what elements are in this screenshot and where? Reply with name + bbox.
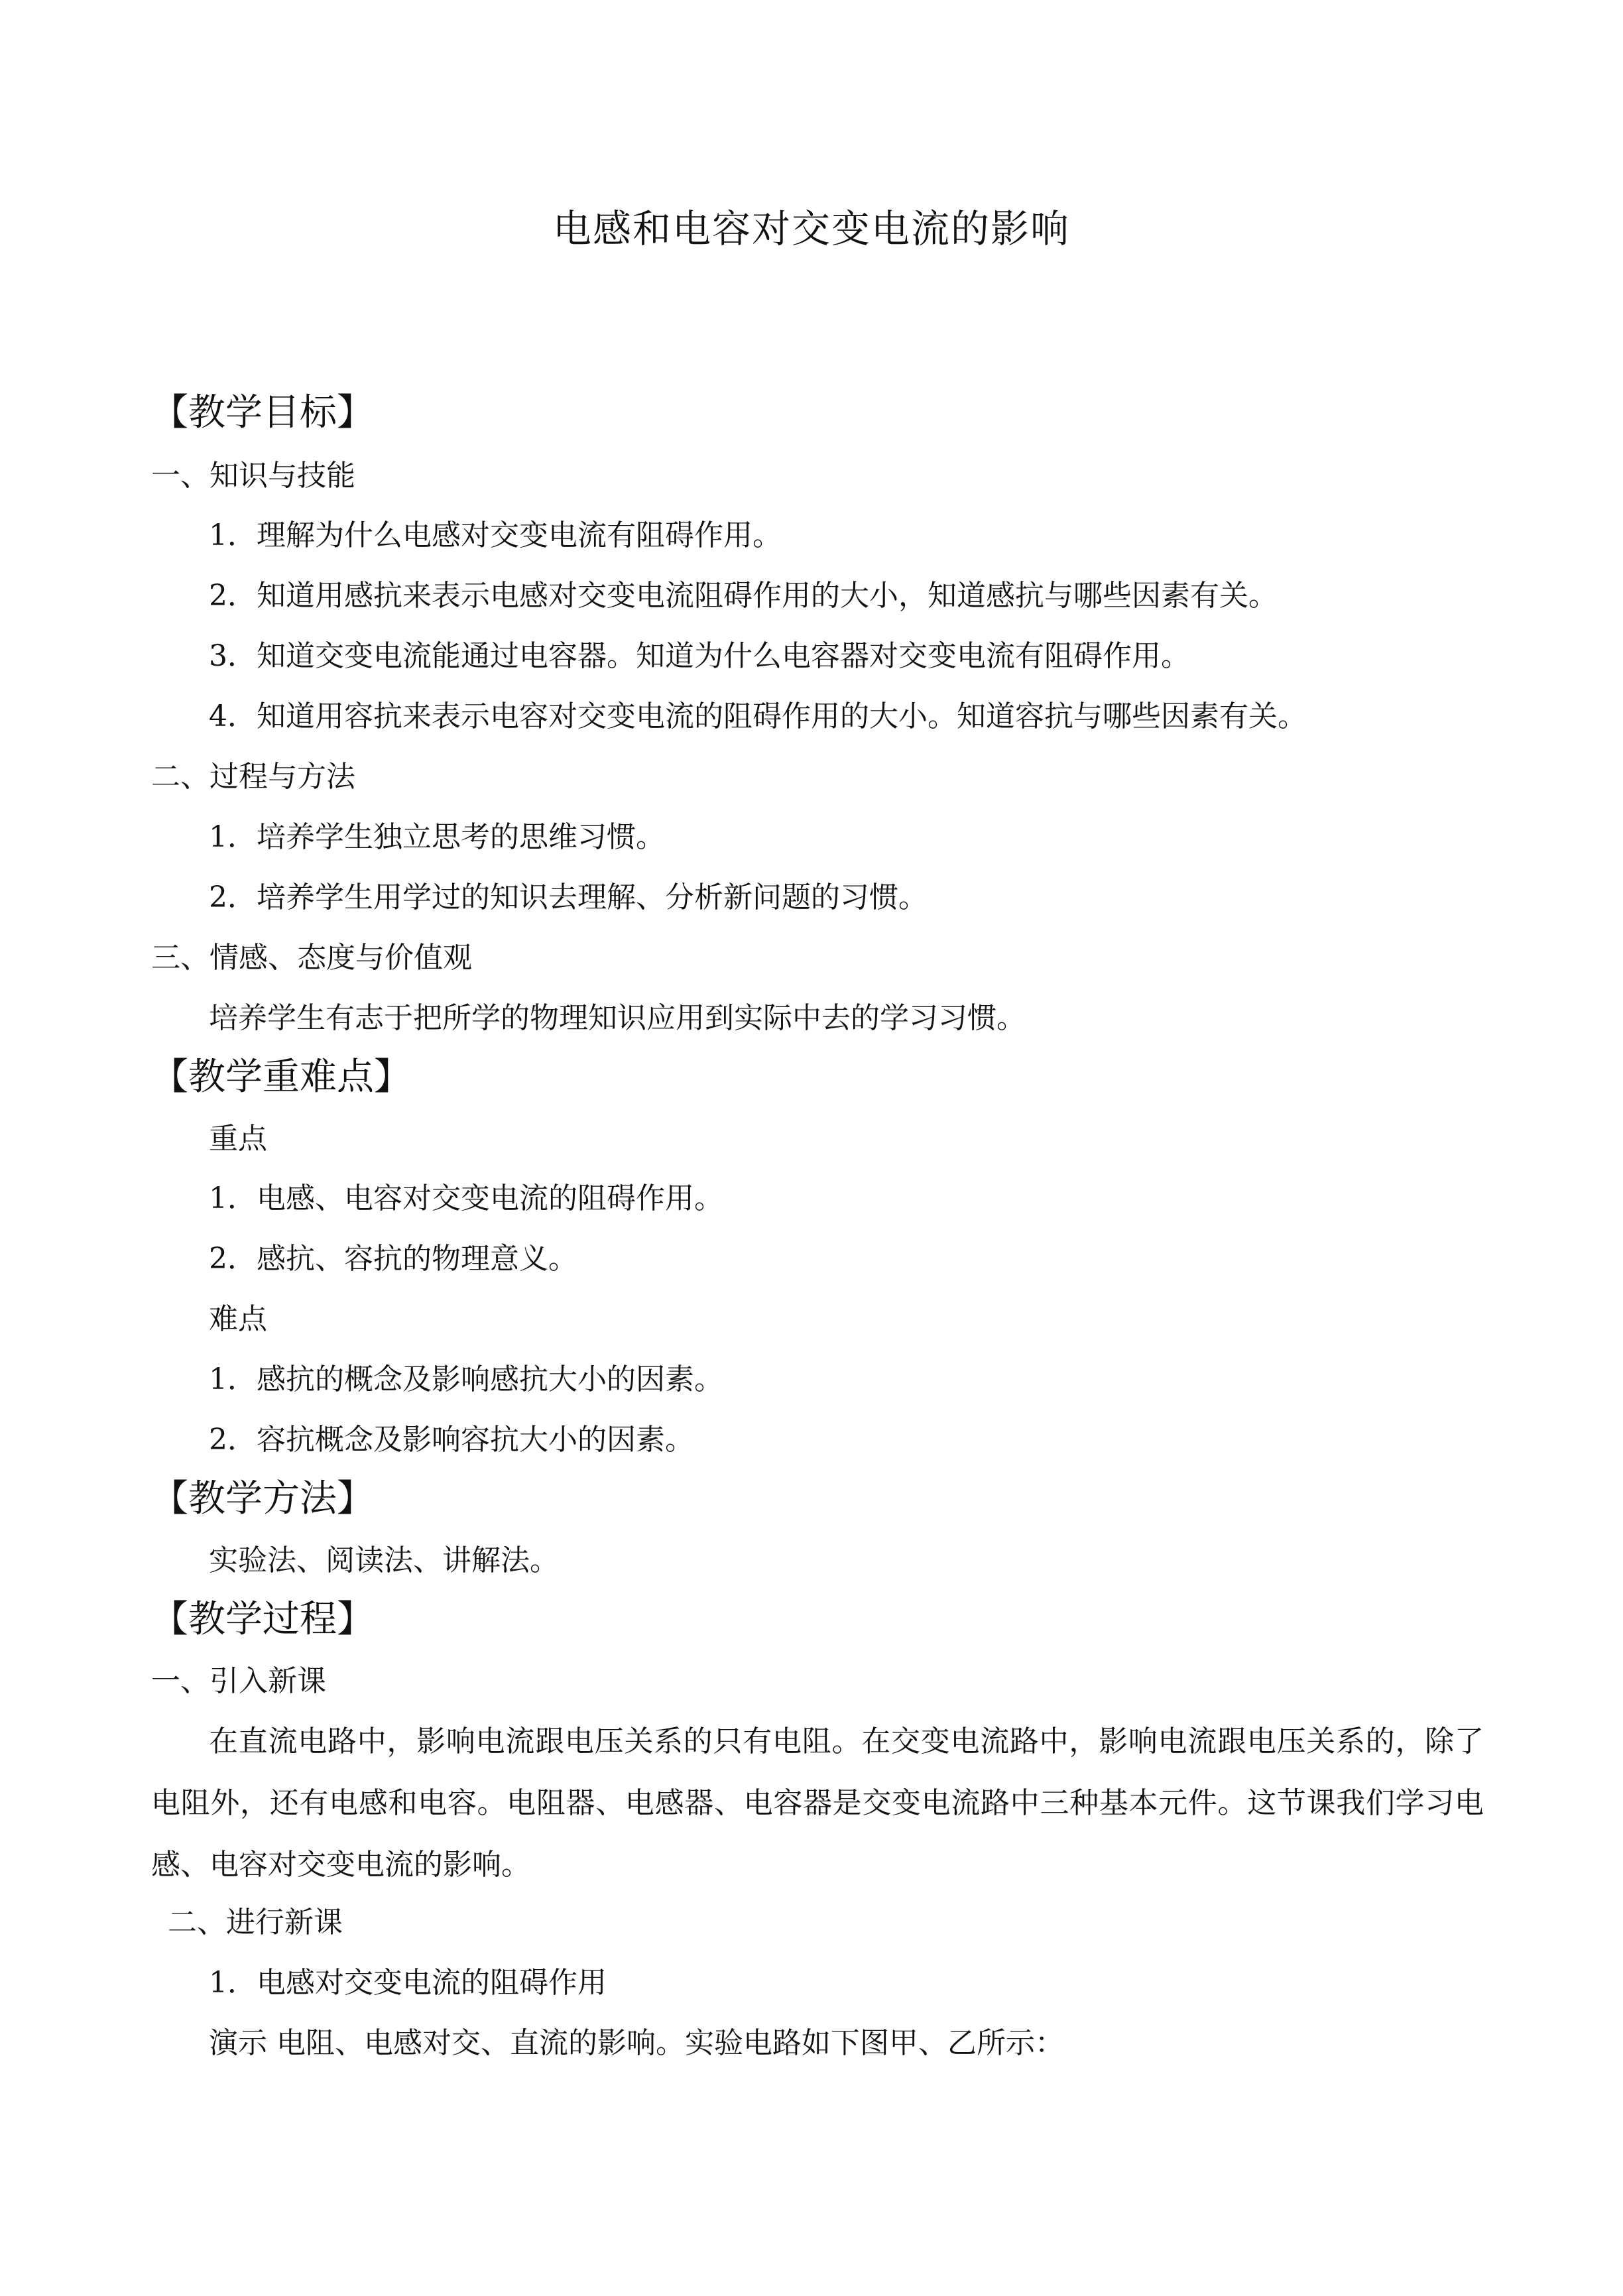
difficult-label: 难点	[209, 1302, 267, 1336]
key-label: 重点	[209, 1122, 267, 1156]
paragraph: 实验法、阅读法、讲解法。	[209, 1543, 559, 1577]
list-item: 2．培养学生用学过的知识去理解、分析新问题的习惯。	[209, 880, 928, 914]
list-item: 1．电感、电容对交变电流的阻碍作用。	[209, 1181, 723, 1215]
paragraph-intro: 在直流电路中，影响电流跟电压关系的只有电阻。在交变电流路中，影响电流跟电压关系的，除了电阻外，还有电感和电容。电阻器、电感器、电容器是交变电流路中三种基本元件。这节课我们学习电感、电容对交变电流的影响。	[151, 1724, 1484, 1882]
section-heading-methods: 【教学方法】	[151, 1477, 374, 1520]
section-heading-objectives: 【教学目标】	[151, 391, 374, 434]
list-item: 2．感抗、容抗的物理意义。	[209, 1242, 577, 1276]
sub-heading: 1．电感对交变电流的阻碍作用	[209, 1966, 607, 2000]
list-item: 2．容抗概念及影响容抗大小的因素。	[209, 1423, 694, 1457]
paragraph: 培养学生有志于把所学的物理知识应用到实际中去的学习习惯。	[209, 1001, 1026, 1035]
list-item: 2．知道用感抗来表示电感对交变电流阻碍作用的大小，知道感抗与哪些因素有关。	[209, 579, 1278, 613]
paragraph-demo: 演示 电阻、电感对交、直流的影响。实验电路如下图甲、乙所示：	[209, 2026, 1064, 2060]
section-heading-process: 【教学过程】	[151, 1598, 374, 1641]
subsection-heading-emotion: 三、情感、态度与价值观	[151, 941, 472, 975]
list-item: 1．培养学生独立思考的思维习惯。	[209, 820, 665, 854]
section-heading-key-points: 【教学重难点】	[151, 1056, 411, 1099]
subsection-heading-new-lesson: 二、进行新课	[168, 1905, 343, 1939]
list-item: 4．知道用容抗来表示电容对交变电流的阻碍作用的大小。知道容抗与哪些因素有关。	[209, 699, 1307, 733]
subsection-heading-intro: 一、引入新课	[151, 1664, 326, 1698]
list-item: 1．理解为什么电感对交变电流有阻碍作用。	[209, 518, 782, 552]
page-title: 电感和电容对交变电流的影响	[552, 206, 1070, 251]
subsection-heading-process: 二、过程与方法	[151, 760, 355, 794]
list-item: 1．感抗的概念及影响感抗大小的因素。	[209, 1362, 723, 1396]
list-item: 3．知道交变电流能通过电容器。知道为什么电容器对交变电流有阻碍作用。	[209, 639, 1190, 673]
subsection-heading-knowledge: 一、知识与技能	[151, 459, 355, 493]
